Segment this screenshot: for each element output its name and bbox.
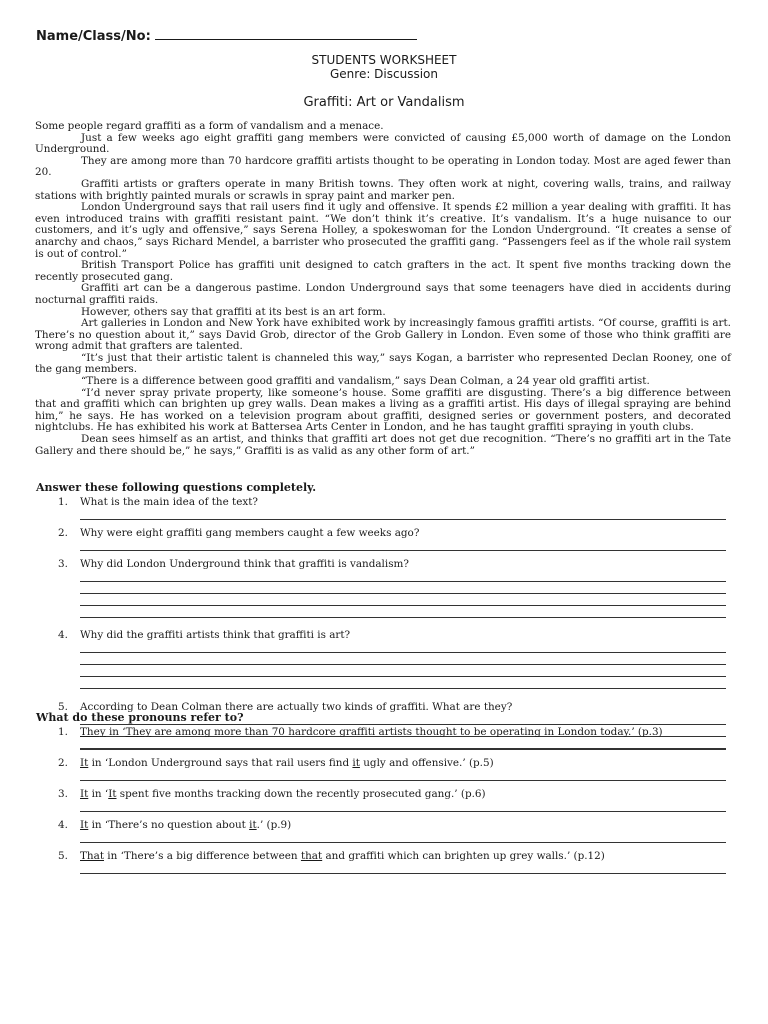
pronoun-number: 1.	[58, 726, 68, 738]
pronoun-number: 2.	[58, 757, 68, 769]
pronoun-list	[36, 726, 730, 874]
pronoun-word-in-quote: it	[352, 757, 360, 769]
pronoun-item	[36, 757, 730, 781]
pronoun-number: 4.	[58, 819, 68, 831]
paragraph: “There is a difference between good graffiti and vandalism,” says Dean Colman, a 24 year old graffiti artist.	[81, 375, 650, 388]
answer-line[interactable]	[80, 641, 726, 653]
comprehension-questions	[36, 481, 730, 749]
answer-line[interactable]	[80, 831, 726, 843]
answer-line[interactable]	[80, 653, 726, 665]
pronoun-number: 3.	[58, 788, 68, 800]
answer-line[interactable]	[80, 677, 726, 689]
paragraph: However, others say that graffiti at its best is an art form.	[81, 305, 386, 318]
answer-line[interactable]	[80, 508, 726, 520]
question-text: What is the main idea of the text?	[80, 496, 258, 508]
question-number: 2.	[58, 527, 68, 539]
pronoun-text: It in ‘It spent five months tracking down the recently prosecuted gang.’ (p.6)	[80, 788, 486, 800]
answer-line[interactable]	[80, 769, 726, 781]
question-text: Why did the graffiti artists think that graffiti is art?	[80, 629, 351, 641]
question-item	[36, 527, 730, 551]
answer-line[interactable]	[80, 606, 726, 618]
pronoun-item	[36, 726, 730, 750]
pronoun-word-in-quote: It	[108, 788, 117, 800]
paragraph: “I’d never spray private property, like someone’s house. Some graffiti are disgusting. There’s a big difference between that and graffiti which can brighten up grey walls. Dean makes a living as a graffiti artist. His days of illegal spraying are behind him,” he says. He has worked on a television program about graffiti, designed series or government posters, and decorated nightclubs. He has exhibited his work at Battersea Arts Center in London, and he has taught graffiti spraying in youth clubs.	[35, 386, 731, 434]
worksheet-title: STUDENTS WORKSHEET	[311, 53, 457, 67]
pronoun-item	[36, 819, 730, 843]
paragraph: Graffiti art can be a dangerous pastime. London Underground says that some teenagers have died in accidents during nocturnal graffiti raids.	[35, 282, 731, 306]
name-class-no-label: Name/Class/No:	[36, 29, 151, 44]
pronouns-title: What do these pronouns refer to?	[36, 711, 244, 724]
question-text: Why did London Underground think that graffiti is vandalism?	[80, 558, 409, 570]
answer-line[interactable]	[80, 570, 726, 582]
reading-text	[35, 121, 731, 457]
question-number: 3.	[58, 558, 68, 570]
paragraph: They are among more than 70 hardcore graffiti artists thought to be operating in London today. Most are aged fewer than 20.	[35, 154, 731, 179]
name-class-no-field	[36, 27, 417, 44]
pronoun-text: It in ‘London Underground says that rail users find it ugly and offensive.’ (p.5)	[80, 757, 494, 769]
question-text: Why were eight graffiti gang members caught a few weeks ago?	[80, 527, 420, 539]
question-number: 1.	[58, 496, 68, 508]
pronoun-word: It	[80, 788, 89, 800]
paragraph: British Transport Police has graffiti unit designed to catch grafters in the act. It spent five months tracking down the recently prosecuted gang.	[35, 259, 731, 283]
pronoun-text: It in ‘There’s no question about it.’ (p.9)	[80, 819, 292, 831]
answer-line[interactable]	[80, 594, 726, 606]
question-text: According to Dean Colman there are actually two kinds of graffiti. What are they?	[80, 701, 513, 713]
answer-line[interactable]	[80, 665, 726, 677]
answer-line[interactable]	[80, 738, 726, 750]
paragraph: London Underground says that rail users find it ugly and offensive. It spends £2 million a year dealing with graffiti. It has even introduced trains with graffiti resistant paint. “We don’t think it’s creative. It’s vandalism. It’s a huge nuisance to our customers, and it’s ugly and offensive,” says Serena Holley, a spokeswoman for the London Underground. “It creates a sense of anarchy and chaos,” says Richard Mendel, a barrister who prosecuted the graffiti gang. “Passengers feel as if the whole rail system is out of control.”	[35, 201, 731, 260]
answer-line[interactable]	[80, 539, 726, 551]
paragraph: Dean sees himself as an artist, and thinks that graffiti art does not get due recognition. “There’s no graffiti art in the Tate Gallery and there should be,” he says,” Graffiti is as valid as any other form of art.”	[35, 433, 731, 457]
pronoun-word-in-quote: They	[125, 726, 152, 738]
answer-line[interactable]	[80, 800, 726, 812]
pronoun-number: 5.	[58, 850, 68, 862]
name-blank-line	[155, 27, 417, 40]
pronoun-word: That	[80, 850, 104, 862]
answer-line[interactable]	[80, 862, 726, 874]
pronoun-word: They	[80, 726, 106, 738]
text-title: Graffiti: Art or Vandalism	[303, 95, 465, 110]
question-item	[36, 558, 730, 618]
question-item	[36, 629, 730, 689]
answer-line[interactable]	[80, 582, 726, 594]
pronoun-word: It	[80, 757, 89, 769]
paragraph: Just a few weeks ago eight graffiti gang members were convicted of causing £5,000 worth of damage on the London Underground.	[35, 131, 731, 156]
questions-title: Answer these following questions completely.	[36, 481, 317, 494]
pronoun-text: That in ‘There’s a big difference between that and graffiti which can brighten up grey walls.’ (p.12)	[80, 850, 605, 862]
pronoun-item	[36, 850, 730, 874]
pronoun-word-in-quote: it	[249, 819, 257, 831]
pronoun-text: They in ‘They are among more than 70 hardcore graffiti artists thought to be operating in London today.’ (p.3)	[80, 726, 663, 738]
question-number: 5.	[58, 701, 68, 713]
paragraph: Art galleries in London and New York have exhibited work by increasingly famous graffiti artists. “Of course, graffiti is art. There’s no question about it,” says David Grob, director of the Grob Gallery in London. Even some of those who think graffiti are wrong admit that grafters are talented.	[35, 317, 731, 353]
paragraph: Graffiti artists or grafters operate in many British towns. They often work at night, covering walls, trains, and railway stations with brightly painted murals or scrawls in spray paint and marker pen.	[35, 177, 731, 202]
pronoun-item	[36, 788, 730, 812]
pronoun-word-in-quote: that	[300, 850, 323, 862]
question-item	[36, 496, 730, 520]
genre-subtitle: Genre: Discussion	[329, 67, 438, 81]
paragraph: Some people regard graffiti as a form of vandalism and a menace.	[35, 120, 384, 132]
paragraph: “It’s just that their artistic talent is channeled this way,” says Kogan, a barrister who represented Declan Rooney, one of the gang members.	[35, 351, 731, 376]
pronoun-questions	[36, 711, 730, 874]
question-number: 4.	[58, 629, 68, 641]
pronoun-word: It	[80, 819, 89, 831]
